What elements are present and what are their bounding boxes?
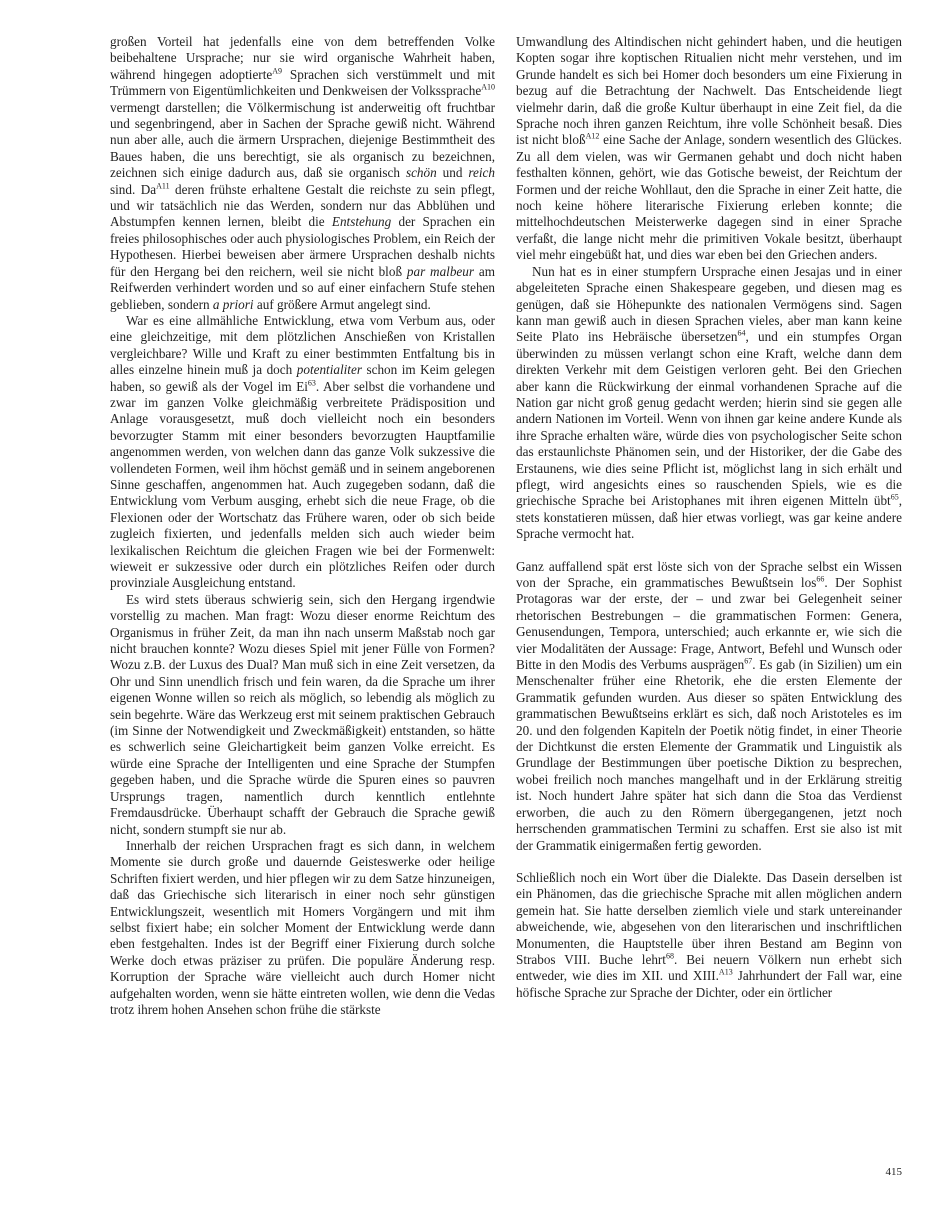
left-column [110,34,495,1018]
footnote-marker: 67 [744,656,753,666]
footnote-marker: 64 [737,328,746,338]
text-run: Jahrhundert der Fall war, eine höfische Sprache zur Sprache der Dichter, oder ein örtlicher [516,968,903,1000]
footnote-marker: A10 [481,82,495,92]
right-column [516,34,902,1001]
emphasis-text: a priori [212,296,254,312]
text-run: Sprachen sich verstümmelt und mit Trümmern von Eigentümlichkeiten und Denkweisen der Volkssprache [110,66,496,99]
page-number: 415 [885,1166,902,1178]
footnote-marker: A13 [718,967,733,977]
text-run: vermengt darstellen; die Völkermischung ist anderweitig oft fruchtbar und segenbringend, aber in Sachen der Sprache gewiß nicht. Während nun aber alle, auch die ärmern Ursprachen, diejenige Bestimmtheit des Baues haben, die uns berechtigt, sie als organisch zu bezeichnen, zeichnen sich einige dadurch aus, daß sie organisch [110,99,495,181]
footnote-marker: 65 [890,492,899,502]
paragraph [516,34,902,264]
footnote-marker: 68 [665,951,674,961]
emphasis-text: Entstehung [331,214,392,230]
text-run: . Der Sophist Protagoras war der erste, der – und zwar bei Gelegenheit seiner rhetorischen Bestrebungen – die grammatischen Formen: Genera, Genusendungen, Tempora, unterschied; auch erkannte er, wie sich die vier Modalitäten der Aussage: Frage, Antwort, Befehl und Wunsch oder Bitte in den Modis des Verbums ausprägen [516,575,902,673]
text-run: Umwandlung des Altindischen nicht gehindert haben, und die heutigen Kopten sogar ihre koptischen Ritualien nicht mehr verstehen, und im Grunde handelt es sich bei Homer doch besonders um eine Fixierung in bezug auf die Betrachtung der Nachwelt. Das Entscheidende liegt vielmehr darin, daß die große Kultur überhaupt in eine Zeit fiel, da die Sprache noch ihren ganzen Reichtum, ihre volle Schönheit besaß. Dies ist nicht bloß [516,34,902,148]
emphasis-text: schön [405,165,437,181]
text-run: schon im Keim gelegen haben, so gewiß als der Vogel im Ei [110,362,496,394]
footnote-marker: 66 [816,574,825,584]
text-run: Es wird stets überaus schwierig sein, sich den Hergang irgendwie vorstellig zu machen. Man fragt: Wozu dieser enorme Reichtum des Organismus in früher Zeit, da man ihn nach unserm Maßstab noch gar nicht brauchen konnte? Wozu dieses Spiel mit jener Fülle von Formen? Wozu z.B. der Luxus des Dual? Man muß sich in eine Zeit versetzen, da Ohr und Sinn unendlich frisch und fein waren, da die Sprache um ihrer eigenen Wonne willen so reich als möglich, so lebendig als möglich zu sein begehrte. Wäre das Werkzeug erst mit seinem praktischen Gebrauch (im Sinne der Notwendigkeit und Zweckmäßigkeit) entstanden, so hätte es schwerlich seine Gleichartigkeit beim ganzen Volke erreicht. Es würde eine Sprache der Intelligenten und eine Sprache der Stumpfen gegeben haben, und die Sprache würde die Spuren eines so pauvren Ursprungs tragen, namentlich durch kenntlich entlehnte Fremdausdrücke. Überhaupt schafft der Gebrauch die Sprache gewiß nicht, sondern stumpft sie nur ab. [110,591,495,837]
text-run: . Aber selbst die vorhandene und zwar im ganzen Volke gleichmäßig verbreitete Prädisposition und Anlage vorausgesetzt, muß doch vielleicht noch ein besonders bevorzugter Stamm mit einer besonders bevorzugten Hauptfamilie angenommen werden, von welchen dann das ganze Volk sukzessive die vollendeten Formen, weil ihm höchst gemäß und in seinem angeborenen Sinne geschaffen, angenommen hat. Auch zugegeben sodann, daß die Entwicklung vom Verbum ausging, erhebt sich die neue Frage, ob die Flexionen oder der Wortschatz das Frühere waren, oder ob sich beide zugleich fixierten, und jedenfalls melden sich auch wieder beim lexikalischen Reichtum die gleichen Fragen wie bei der Formenwelt: wieweit er sukzessive oder durch ein plötzliches Reifen oder durch provinziale Ausgleichung entstand. [110,378,495,591]
footnote-marker: 63 [307,378,316,388]
footnote-marker: A11 [156,181,170,191]
text-run: . Bei neuern Völkern nun erhebt sich entweder, wie dies im XII. und XIII. [516,951,902,984]
paragraph [516,264,902,543]
text-run: eine Sache der Anlage, sondern wesentlich des Glückes. Zu all dem vielen, was wir Germanen gehabt und doch nicht haben festhalten können, gehört, wie das Gotische beweist, der Reichtum der Formen und der reiche Wohllaut, den die Sprache in einer Zeit hatte, die noch keine höhere literarische Fixierung erleben konnte; die mittelhochdeutschen Meisterwerke dagegen sind in einer Sprache verfaßt, die lange nicht mehr die primitiven Vokale besitzt, überhaupt viel mehr eingebüßt hat, und dies war eben bei den Griechen anders. [516,132,902,263]
emphasis-text: par malbeur [406,263,475,279]
text-run: auf größere Armut angelegt sind. [253,296,431,312]
text-run: , und ein stumpfes Organ überwinden zu müssen verlangt schon eine Kraft, welche dann dem direkten Verkehr mit dem Geistigen verloren geht. Bei den Griechen aber kann die Rückwirkung der einmal vorhandenen Sprache auf die Nation gar nicht groß genug gedacht werden; hierin sind sie gegen alle andern Nationen im Vorteil. Wenn von ihnen gar keine andere Kunde als ihre Sprache erhalten wäre, würde dies von psychologischer Seite schon das erstaunlichste Phänomen sein, und der Historiker, der die Gabe des Erstaunens, wie dies seine Pflicht ist, möglichst lang in sich erhält und pflegt, wird angesichts eines so rauschenden Spiels, wie es die griechische Sprache bei Aristophanes mit ihren eigenen Mitteln übt [516,329,902,509]
paragraph [516,870,902,1001]
text-run: großen Vorteil hat jedenfalls eine von dem betreffenden Volke beibehaltene Ursprache; nur sie wird organische Wahrheit haben, während hingegen adoptierte [110,34,495,82]
text-run: Ganz auffallend spät erst löste sich von der Sprache selbst ein Wissen von der Sprache, ein grammatisches Bewußtsein los [516,558,902,590]
text-run: am Reifwerden verhindert worden und so auf einer einfachern Stufe stehen geblieben, sondern [110,263,495,312]
text-run: sind. Da [110,181,157,197]
text-run: Nun hat es in einer stumpfern Ursprache einen Jesajas und in einer abgeleiteten Sprache einen Shakespeare gegeben, und diesen mag es genügen, daß sie Höhepunkte des nationalen Vermögens sind. Sagen kann man gewiß auch in diesen Sprachen vieles, aber man kann keine Seite Plato ins Hebräische übersetzen [516,263,902,345]
paragraph [516,559,902,854]
paragraph [110,34,495,313]
text-run: der Sprachen ein freies philosophisches oder auch physiologisches Problem, ein Reich der Hypothesen. Hierbei beweisen aber ärmere Ursprachen deshalb nichts für den Hergang bei den reichern, weil sie nicht bloß [110,214,495,279]
text-run: Schließlich noch ein Wort über die Dialekte. Das Dasein derselben ist ein Phänomen, das die griechische Sprache mit allen möglichen andern gemein hat. Sie hatte derselben ziemlich viele und stark untereinander abweichende, wie, abgesehen von den literarischen und inschriftlichen Monumenten, die Hauptstelle über ihren Bestand am Beginn von Strabos VIII. Buche lehrt [516,869,902,967]
text-run: und [436,165,469,181]
footnote-marker: A9 [272,66,283,76]
text-run: War es eine allmähliche Entwicklung, etwa vom Verbum aus, oder eine gleichzeitige, mit dem plötzlichen Anschießen von Kristallen vergleichbare? Wille und Kraft zu einer bestimmten Entfaltung bis in alles einzelne hinein muß ja doch [110,312,495,378]
emphasis-text: potentialiter [296,362,362,378]
paragraph [110,592,495,838]
text-run: deren frühste erhaltene Gestalt die reichste zu sein pflegt, und wir tatsächlich nie das Werden, sondern nur das Abblühen und Abstumpfen kennen lernen, bleibt die [110,181,495,230]
paragraph [110,313,495,592]
text-run: . Es gab (in Sizilien) um ein Menschenalter früher eine Rhetorik, ehe die ersten Elemente der Grammatik gefunden wurden. Aus dieser so späten Entwicklung des grammatischen Bewußtseins erklärt es sich, daß noch Aristoteles es im 20. und den folgenden Kapiteln der Poetik nötig findet, in einer Theorie der Dichtkunst die ersten Elemente der Grammatik und Linguistik als Grundlage der Bestimmungen über poetische Diktion zu besprechen, wobei freilich noch manches mangelhaft und in der Erklärung streitig ist. Noch hundert Jahre später hat sich dann die Stoa das Verdienst erworben, die auch zu den Römern übergegangenen, jetzt noch herrschenden grammatischen Termini zu schaffen. Erst sie also ist mit der Grammatik einigermaßen fertig geworden. [516,657,902,853]
text-run: Innerhalb der reichen Ursprachen fragt es sich dann, in welchem Momente sie durch große und dauernde Geisteswerke oder heilige Schriften fixiert werden, und hier pflegen wir zu dem Satze hinzuneigen, daß das Griechische sich literarisch in einer noch sehr günstigen Entwicklungszeit, wesentlich mit Homers Vorgängern und mit ihm selbst fixiert habe; ein solcher Moment der Entwicklung werde dann eben festgehalten. Indes ist der Begriff einer Fixierung durch solche Werke doch etwas präziser zu prüfen. Die populäre Änderung resp. Korruption der Sprache wäre vielleicht auch durch Homer nicht aufgehalten worden, wenn sie hätte eintreten wollen, wie denn die Vedas trotz ihrem hohen Ansehen schon frühe die stärkste [110,837,495,1017]
emphasis-text: reich [468,165,495,181]
text-run: , stets konstatieren müssen, daß hier etwas vorliegt, was gar keine andere Sprache vermocht hat. [516,493,902,542]
footnote-marker: A12 [585,132,600,142]
paragraph [110,838,495,1018]
